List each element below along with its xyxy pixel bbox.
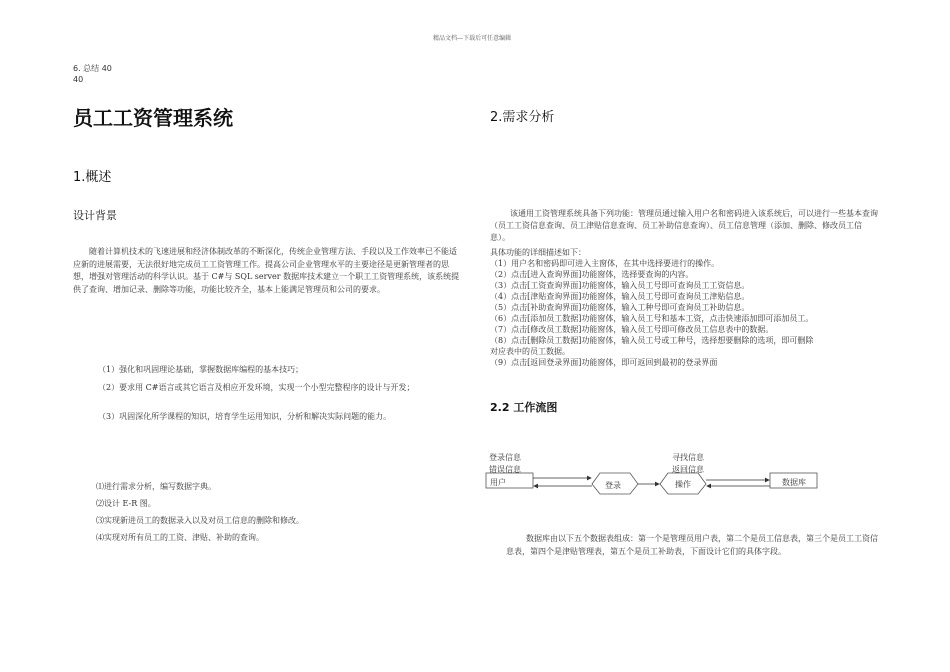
section-heading-workflow: 2.2 工作流图 [490, 401, 558, 414]
flow-node-operate: 操作 [675, 480, 691, 489]
toc-line: 6. 总结 40 [73, 64, 112, 73]
requirement-line: （8）点击[删除员工数据]功能窗体，输入员工号或工种号，选择想要删除的选项，即可删除 [490, 336, 814, 345]
requirement-line: （2）点击[进入查询界面]功能窗体，选择要查询的内容。 [490, 270, 694, 279]
page-watermark: 精品文档---下载后可任意编辑 [433, 35, 512, 42]
flow-label-login-info: 登录信息 [489, 453, 521, 462]
requirement-line: （6）点击[添加员工数据]功能窗体，输入员工号和基本工资，点击快速添加即可添加员工。 [490, 314, 814, 323]
flow-label-error-info: 错误信息 [489, 465, 521, 474]
flow-label-return-info: 返回信息 [672, 465, 704, 474]
flow-node-database: 数据库 [782, 478, 806, 487]
requirement-line: （3）点击[工资查询界面]功能窗体，输入员工号即可查询员工工资信息。 [490, 281, 750, 290]
flow-node-login: 登录 [605, 481, 621, 490]
document-title: 员工工资管理系统 [73, 106, 233, 130]
workflow-diagram [480, 440, 860, 510]
requirement-line: （9）点击[返回登录界面]功能窗体，即可返回到最初的登录界面 [490, 358, 718, 367]
goal-item: （1）强化和巩固理论基础，掌握数据库编程的基本技巧； [98, 365, 304, 374]
section-heading-overview: 1.概述 [73, 170, 112, 185]
requirement-line: 对应表中的员工数据。 [490, 347, 570, 356]
task-item: ⑵设计 E-R 图。 [96, 499, 156, 508]
requirement-line: 具体功能的详细描述如下： [490, 248, 586, 257]
requirements-intro: 该通用工资管理系统具备下列功能：管理员通过输入用户名和密码进入该系统后，可以进行一些基本查询（员工工资信息查询、员工津贴信息查询、员工补助信息查询）、员工信息管理（添加、删除、修改员工信息）。 [490, 209, 878, 242]
tables-intro-paragraph: 数据库由以下五个数据表组成：第一个是管理员用户表，第二个是员工信息表，第三个是员工工资信息表，第四个是津贴管理表，第五个是员工补助表，下面设计它们的具体字段。 [506, 534, 878, 556]
requirement-line: （7）点击[修改员工数据]功能窗体，输入员工号即可修改员工信息表中的数据。 [490, 325, 774, 334]
section-heading-requirements: 2.需求分析 [490, 110, 555, 125]
task-item: ⑶实现新进员工的数据录入以及对员工信息的删除和修改。 [96, 516, 304, 525]
requirement-line: （5）点击[补助查询界面]功能窗体，输入工种号即可查询员工补助信息。 [490, 303, 750, 312]
background-paragraph: 随着计算机技术的飞速进展和经济体制改革的不断深化，传统企业管理方法、手段以及工作效率已不能适应新的进展需要，无法很好地完成员工工资管理工作。提高公司企业管理水平的主要途径是更新管理者的思想，增强对管理活动的科学认识。基于 C#与 SQL server 数据库技术建立一个职工工资管理系统，该系统提供了查询、增加记录、删除等功能，功能比较齐全，基本上能满足管理员和公司的要求。 [73, 247, 460, 294]
toc-line: 40 [73, 75, 84, 84]
requirement-line: （4）点击[津贴查询界面]功能窗体，输入员工号即可查询员工津贴信息。 [490, 292, 750, 301]
subsection-heading-background: 设计背景 [73, 209, 117, 222]
task-item: ⑴进行需求分析，编写数据字典。 [96, 482, 216, 491]
flow-node-user: 用户 [490, 478, 506, 487]
flow-label-find-info: 寻找信息 [672, 453, 704, 462]
task-item: ⑷实现对所有员工的工资、津贴、补助的查询。 [96, 533, 264, 542]
goal-item: （2）要求用 C#语言或其它语言及相应开发环境，实现一个小型完整程序的设计与开发； [98, 383, 415, 392]
requirement-line: （1）用户名和密码即可进入主窗体，在其中选择要进行的操作。 [490, 259, 720, 268]
goal-item: （3）巩固深化所学课程的知识，培育学生运用知识，分析和解决实际问题的能力。 [98, 412, 392, 421]
